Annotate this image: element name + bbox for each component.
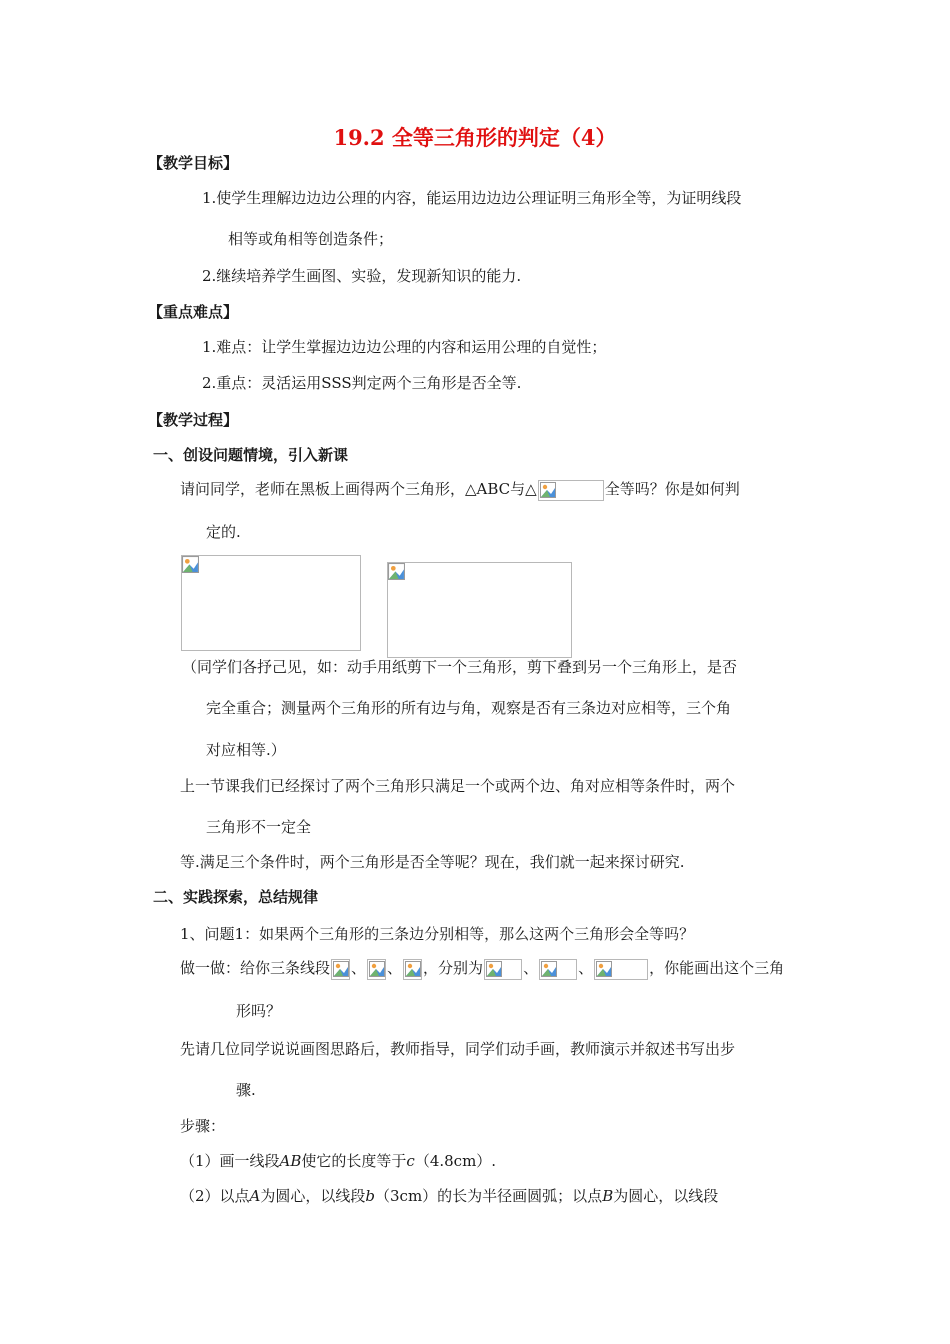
separator: 、 [351,959,367,977]
broken-image-icon [333,961,349,977]
length-a-image [484,959,522,980]
goal-2: 2.继续培养学生画图、实验，发现新知识的能力. [202,267,522,285]
key-points-heading: 【重点难点】 [148,303,239,321]
step-2 [180,1186,718,1206]
guide-line-1: 先请几位同学说说画图思路后，教师指导，同学们动手画，教师演示并叙述书写出步 [180,1040,736,1058]
paragraph-3-line-3: 等.满足三个条件时，两个三角形是否全等呢？现在，我们就一起来探讨研究. [180,853,685,871]
segment-a-image [331,959,350,980]
step-1 [180,1151,496,1171]
broken-image-icon [540,482,556,498]
broken-image-icon [182,556,199,573]
paragraph-1-line-2: 定的. [206,523,241,541]
second-triangle-figure [387,562,572,658]
separator: 、 [578,959,594,977]
step-2-text: 为圆心，以线段 [613,1187,719,1205]
variable-c: c [406,1152,415,1170]
paragraph-1-text-before: 请问同学，老师在黑板上画得两个三角形，△ABC与△ [180,480,537,498]
try-it-text-after: ，你能画出这个三角 [649,959,785,977]
part-2-heading: 二、实践探索，总结规律 [153,888,319,906]
separator: 、 [387,959,403,977]
question-1: 1、问题1：如果两个三角形的三条边分别相等，那么这两个三角形会全等吗？ [180,925,695,943]
point-b-label: B [602,1187,614,1205]
guide-line-2: 骤. [236,1081,256,1099]
step-2-text: （3cm）的长为半径画圆弧；以点 [375,1187,603,1205]
point-a-label: A [249,1187,261,1205]
variable-b: b [365,1187,376,1205]
paragraph-2-line-3: 对应相等.） [206,741,286,759]
key-point-2: 2.重点：灵活运用SSS判定两个三角形是否全等. [202,374,522,392]
broken-image-icon [369,961,385,977]
goal-1-line-1: 1.使学生理解边边边公理的内容，能运用边边边公理证明三角形全等，为证明线段 [202,189,742,207]
length-b-image [539,959,577,980]
try-it-line-1 [180,958,784,980]
try-it-text-middle: ，分别为 [423,959,484,977]
steps-label: 步骤： [180,1117,226,1135]
triangle-abc-figure [181,555,361,651]
try-it-text-before: 做一做：给你三条线段 [180,959,331,977]
key-point-1: 1.难点：让学生掌握边边边公理的内容和运用公理的自觉性； [202,338,607,356]
paragraph-2-line-1: （同学们各抒己见，如：动手用纸剪下一个三角形，剪下叠到另一个三角形上，是否 [182,658,738,676]
paragraph-2-line-2: 完全重合；测量两个三角形的所有边与角，观察是否有三条边对应相等，三个角 [206,699,732,717]
length-c-image [594,959,648,980]
goals-heading: 【教学目标】 [148,154,239,172]
inline-triangle-image [538,480,604,501]
step-1-text: （1）画一线段 [180,1152,280,1170]
broken-image-icon [596,961,612,977]
process-heading: 【教学过程】 [148,411,239,429]
paragraph-3-line-2: 三角形不一定全 [206,818,312,836]
try-it-line-2: 形吗？ [236,1002,282,1020]
paragraph-1-text-after: 全等吗？你是如何判 [604,480,740,498]
segment-c-image [403,959,422,980]
separator: 、 [523,959,539,977]
segment-ab-label: AB [279,1152,302,1170]
step-2-text: （2）以点 [180,1187,250,1205]
paragraph-1-line-1 [180,479,740,501]
part-1-heading: 一、创设问题情境，引入新课 [153,446,349,464]
step-1-text: （4.8cm）. [414,1152,497,1170]
segment-b-image [367,959,386,980]
paragraph-3-line-1: 上一节课我们已经探讨了两个三角形只满足一个或两个边、角对应相等条件时，两个 [180,777,736,795]
broken-image-icon [405,961,421,977]
broken-image-icon [486,961,502,977]
step-2-text: 为圆心，以线段 [260,1187,366,1205]
goal-1-line-2: 相等或角相等创造条件； [228,230,394,248]
broken-image-icon [541,961,557,977]
broken-image-icon [388,563,405,580]
step-1-text: 使它的长度等于 [301,1152,407,1170]
document-title: 19.2 全等三角形的判定（4） [333,125,617,150]
